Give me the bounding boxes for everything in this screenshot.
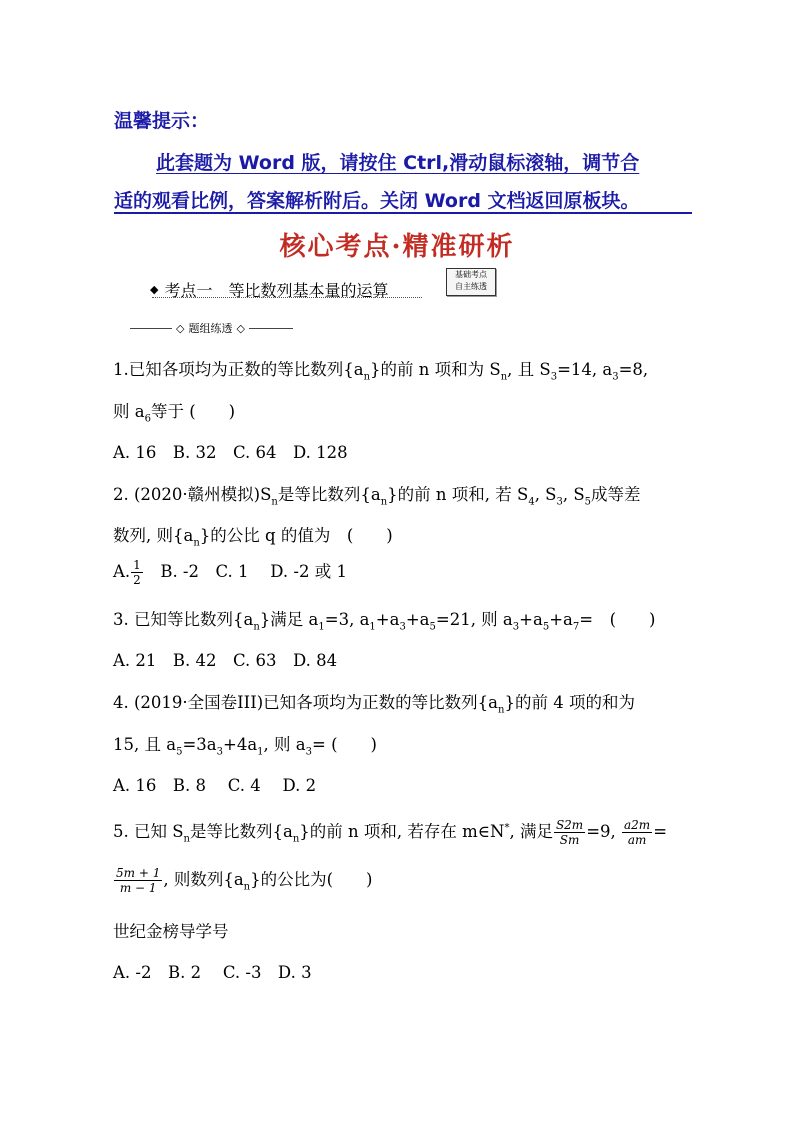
kaodian-badge	[446, 268, 496, 296]
q4-text: =3a	[182, 735, 217, 754]
q4-text: +4a	[223, 735, 258, 754]
q5-text: , 则数列{a	[163, 870, 244, 889]
q3-text: +a	[549, 610, 573, 629]
q5-options: A. -2 B. 2 C. -3 D. 3	[113, 963, 312, 982]
q2-line-2: 数列, 则$\{a_n\}$的公比 q 的值为 ( )	[113, 526, 393, 549]
q4-text: 15, 且 a	[113, 735, 177, 754]
fraction-s2m-over-sm	[554, 818, 585, 847]
q1-text: }的前 n 项和为 S	[370, 360, 501, 379]
badge-line-2: 自主练透	[455, 282, 487, 291]
kaodian-dotted-line	[152, 297, 422, 298]
q1-line-2: 则 $a_6$等于 ( )	[113, 402, 236, 425]
q1-text: =14, a	[557, 360, 613, 379]
group-label: 题组练透	[188, 322, 233, 335]
q3-text: +a	[519, 610, 543, 629]
diamond-icon: ◇	[176, 321, 185, 335]
q5-note: 世纪金榜导学号	[113, 922, 229, 941]
q1-text: 1.已知各项均为正数的等比数列{a	[113, 360, 364, 379]
q1-line-1: 1.已知各项均为正数的等比数列$\{a_n\}$的前 n 项和为 $S_n$, 且 $S_3=14$, $a_3=8$,	[113, 360, 649, 383]
q1-text: , 且 S	[507, 360, 551, 379]
group-heading	[130, 320, 293, 336]
q3-text: =3, a	[324, 610, 370, 629]
q3-options: A. 21 B. 42 C. 63 D. 84	[113, 651, 338, 670]
q3-text: }满足 a	[259, 610, 319, 629]
diamond-bullet-icon: ◆	[150, 283, 159, 296]
q5-text: 5. 已知 S	[113, 822, 184, 841]
q4-options: A. 16 B. 8 C. 4 D. 2	[113, 776, 317, 795]
tip-line-1: 此套题为 Word 版，请按住 Ctrl,滑动鼠标滚轴，调节合	[156, 152, 640, 174]
q2-line-1: 2. (2020·赣州模拟)$S_n$是等比数列$\{a_n\}$的前 n 项和, 若 $S_4$, $S_3$, $S_5$成等差	[113, 485, 641, 508]
q4-text: , 则 a	[263, 735, 306, 754]
fraction-5m1-over-m1	[114, 866, 162, 895]
q2-options	[113, 558, 347, 587]
q3-text: =21, 则 a	[435, 610, 513, 629]
q2-text: 成等差	[591, 485, 641, 504]
fraction-a2m-over-am	[622, 818, 652, 847]
fraction-numerator: 5m + 1	[116, 866, 161, 880]
tip-title: 温馨提示：	[114, 110, 210, 132]
q5-line-2: $\frac{5m + 1}{m - 1}$ , 则数列$\{a_n\}$的公比为( )	[116, 866, 373, 895]
fraction-denominator: am	[627, 833, 647, 847]
q2-options-rest: B. -2 C. 1 D. -2 或 1	[143, 562, 347, 581]
q5-text: =	[653, 822, 668, 841]
fraction-numerator: 1	[133, 558, 141, 572]
q3-line-1: 3. 已知等比数列$\{a_n\}$满足 $a_1=3$, $a_1+a_3+a_5=21$, 则 $a_3+a_5+a_7=$ ( )	[113, 610, 656, 633]
q3-text: = ( )	[579, 610, 656, 629]
tip-line-2: 适的观看比例，答案解析附后。关闭 Word 文档返回原板块。	[114, 190, 640, 212]
q2-text: , S	[534, 485, 557, 504]
q1-options: A. 16 B. 32 C. 64 D. 128	[113, 443, 348, 462]
q5-text: 是等比数列{a	[190, 822, 293, 841]
q5-text: , 满足	[509, 822, 553, 841]
q4-line-2: 15, 且 $a_5=3a_3+4a_1$, 则 $a_3=$ ( )	[113, 735, 377, 758]
section-title: 核心考点·精准研析	[279, 232, 515, 262]
fraction-numerator: a2m	[624, 818, 651, 832]
q3-text: 3. 已知等比数列{a	[113, 610, 254, 629]
q1-text: =8,	[618, 360, 649, 379]
q2-text: 2. (2020·赣州模拟)S	[113, 485, 272, 504]
fraction-denominator: Sm	[559, 833, 580, 847]
fraction-denominator: m − 1	[119, 881, 157, 895]
fraction-numerator: S2m	[555, 818, 584, 832]
q3-text: +a	[405, 610, 430, 629]
q4-text: = ( )	[312, 735, 377, 754]
q2-text: , S	[562, 485, 585, 504]
fraction-denominator: 2	[133, 573, 141, 587]
q2-text: 是等比数列{a	[277, 485, 381, 504]
q2-text: }的前 n 项和, 若 S	[387, 485, 529, 504]
q4-line-1: 4. (2019·全国卷III)已知各项均为正数的等比数列$\{a_n\}$的前 4 项的和为	[113, 693, 635, 716]
kaodian-label: 考点一 等比数列基本量的运算	[164, 281, 389, 300]
diamond-icon: ◇	[236, 321, 245, 335]
tip-underline	[114, 212, 692, 214]
q3-text: +a	[375, 610, 400, 629]
badge-line-1: 基础考点	[455, 270, 487, 279]
group-line-right	[249, 328, 293, 329]
q5-text: }的前 n 项和, 若存在 m∈N	[299, 822, 505, 841]
q2-text: }的公比 q 的值为 ( )	[199, 526, 393, 545]
q2-text: 数列, 则{a	[113, 526, 194, 545]
q2-option-a: A.	[113, 562, 131, 581]
q5-text: =9,	[586, 822, 622, 841]
fraction-one-half	[131, 558, 143, 587]
group-line-left	[130, 328, 172, 329]
q1-text: 则 a	[113, 402, 145, 421]
q5-text: }的公比为( )	[250, 870, 373, 889]
q4-text: 4. (2019·全国卷III)已知各项均为正数的等比数列{a	[113, 693, 498, 712]
q4-text: }的前 4 项的和为	[504, 693, 635, 712]
q1-text: 等于 ( )	[150, 402, 236, 421]
q5-line-1: 5. 已知 $S_n$是等比数列$\{a_n\}$的前 n 项和, 若存在 m∈N*, 满足 $\frac{S2m}{Sm}$ =9, $\frac{a2m}{am}$ =	[113, 818, 668, 847]
